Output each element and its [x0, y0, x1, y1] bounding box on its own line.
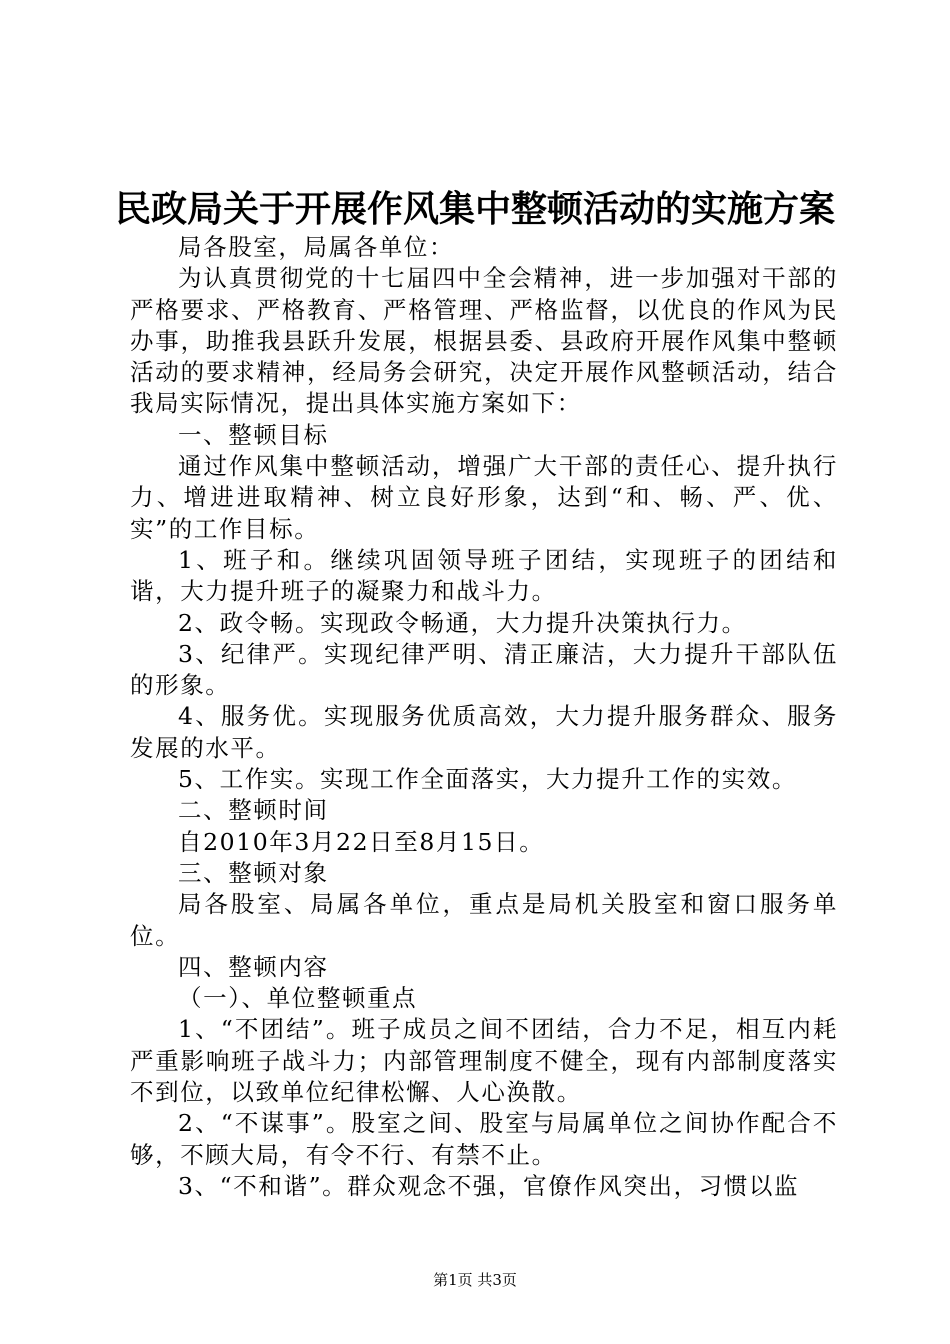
section-heading-time: 二、整顿时间 — [178, 796, 329, 825]
time-paragraph: 自2010年3月22日至8月15日。 — [178, 827, 545, 856]
subsection-heading-unit-focus: （一）、单位整顿重点 — [178, 984, 418, 1013]
intro-paragraph: 为认真贯彻党的十七届四中全会精神，进一步加强对干部的严格要求、严格教育、严格管理、严格监督，以优良的作风为民办事，助推我县跃升发展，根据县委、县政府开展作风集中整顿活动的要求精神，经局务会研究，决定开展作风整顿活动，结合我局实际情况，提出具体实施方案如下： — [130, 264, 838, 418]
document-title: 民政局关于开展作风集中整顿活动的实施方案 — [114, 188, 835, 230]
goal-item-5: 5、工作实。实现工作全面落实，大力提升工作的实效。 — [178, 765, 797, 794]
goals-paragraph: 通过作风集中整顿活动，增强广大干部的责任心、提升执行力、增进进取精神、树立良好形象，达到“和、畅、严、优、实”的工作目标。 — [130, 452, 838, 543]
page-footer: 第1页 共3页 — [433, 1271, 517, 1289]
section-heading-content: 四、整顿内容 — [178, 952, 329, 981]
targets-paragraph: 局各股室、局属各单位，重点是局机关股室和窗口服务单位。 — [130, 890, 838, 950]
goal-item-1: 1、班子和。继续巩固领导班子团结，实现班子的团结和谐，大力提升班子的凝聚力和战斗力。 — [130, 545, 838, 606]
section-heading-targets: 三、整顿对象 — [178, 858, 329, 887]
goal-item-2: 2、政令畅。实现政令畅通，大力提升决策执行力。 — [178, 608, 747, 637]
focus-item-3: 3、“不和谐”。群众观念不强，官僚作风突出，习惯以监 — [178, 1171, 800, 1200]
focus-item-2: 2、“不谋事”。股室之间、股室与局属单位之间协作配合不够，不顾大局，有令不行、有禁不止。 — [130, 1109, 838, 1169]
document-body — [130, 232, 838, 1202]
goal-item-4: 4、服务优。实现服务优质高效，大力提升服务群众、服务发展的水平。 — [130, 702, 838, 762]
section-heading-goals: 一、整顿目标 — [178, 420, 329, 449]
focus-item-1: 1、“不团结”。班子成员之间不团结，合力不足，相互内耗严重影响班子战斗力；内部管理制度不健全，现有内部制度落实不到位，以致单位纪律松懈、人心涣散。 — [130, 1015, 838, 1107]
salutation: 局各股室，局属各单位： — [178, 233, 455, 261]
goal-item-3: 3、纪律严。实现纪律严明、清正廉洁，大力提升干部队伍的形象。 — [130, 639, 838, 700]
